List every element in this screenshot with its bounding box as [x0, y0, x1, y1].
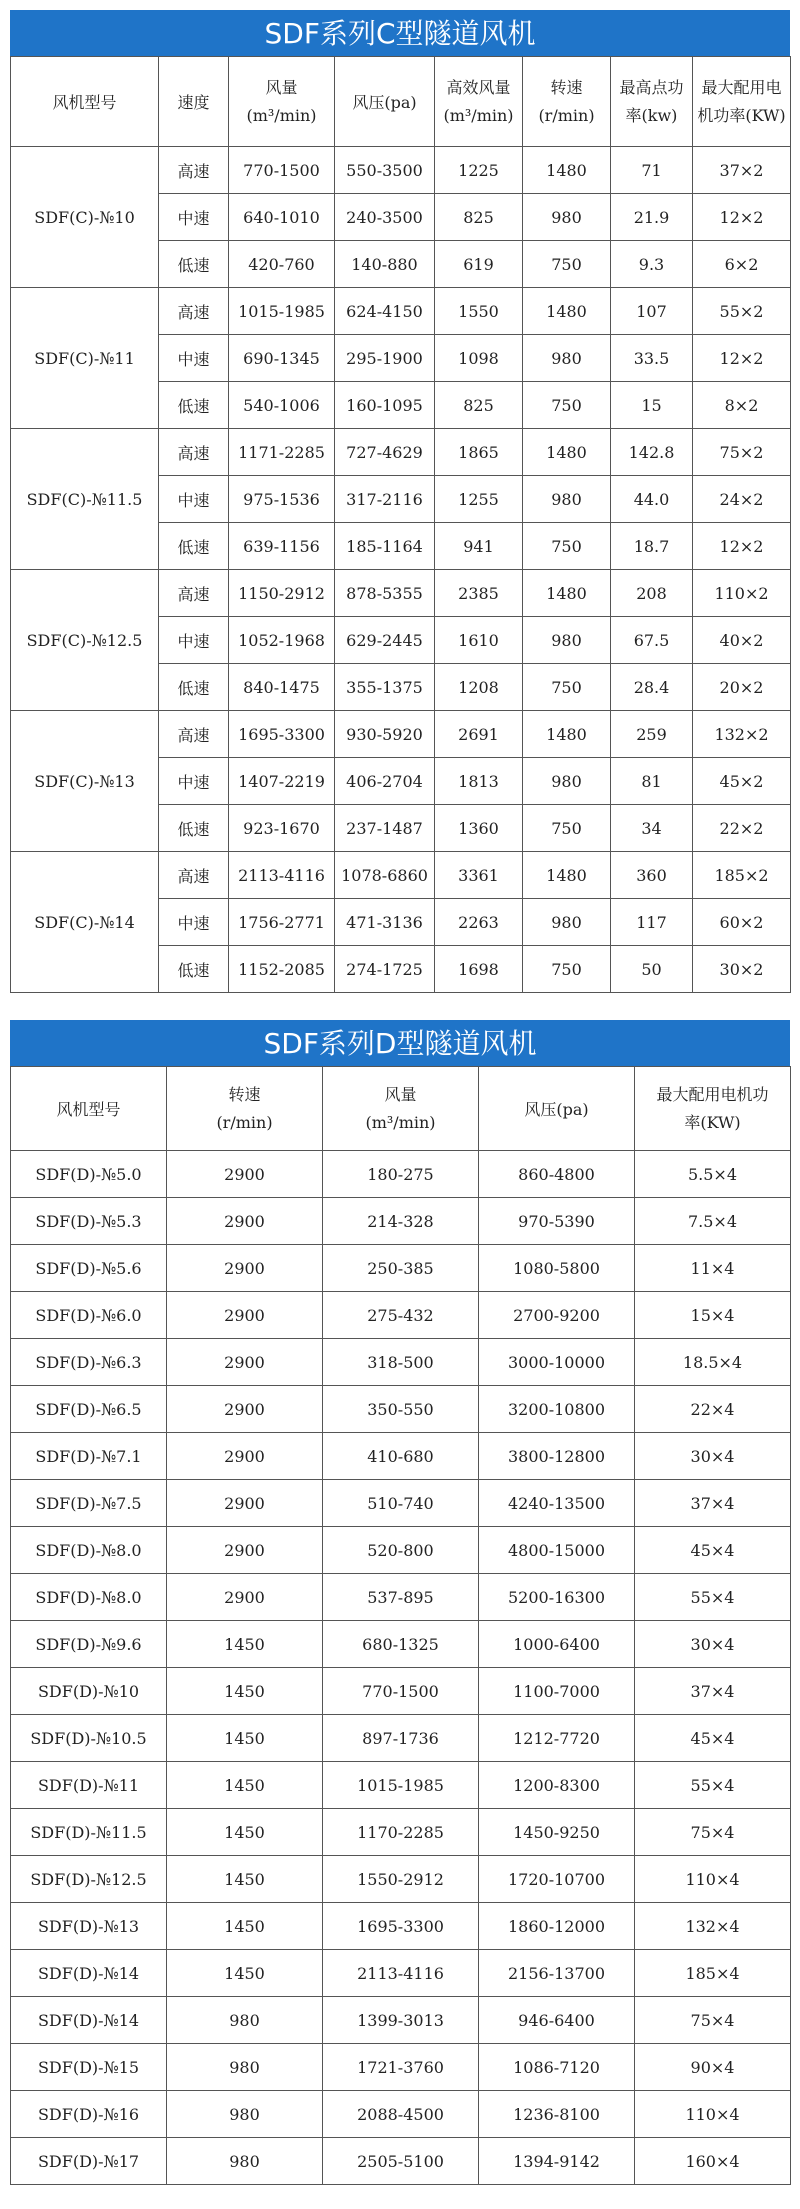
model-cell: SDF(D)-№15 — [11, 2044, 167, 2091]
airflow-cell: 1695-3300 — [323, 1903, 479, 1950]
motor-power-cell: 185×4 — [635, 1950, 791, 1997]
table-c-block — [10, 10, 790, 993]
rpm-cell: 2900 — [167, 1480, 323, 1527]
pressure-cell: 4240-13500 — [479, 1480, 635, 1527]
table-row — [11, 147, 791, 194]
header-pressure: 风压(pa) — [479, 1067, 635, 1151]
model-cell: SDF(D)-№5.6 — [11, 1245, 167, 1292]
pressure-cell: 629-2445 — [335, 617, 435, 664]
model-cell: SDF(D)-№12.5 — [11, 1856, 167, 1903]
motor-power-cell: 75×4 — [635, 1809, 791, 1856]
rpm-cell: 1450 — [167, 1668, 323, 1715]
pressure-cell: 1078-6860 — [335, 852, 435, 899]
rpm-cell: 1450 — [167, 1621, 323, 1668]
rpm-cell: 1450 — [167, 1856, 323, 1903]
model-cell: SDF(D)-№17 — [11, 2138, 167, 2185]
model-cell: SDF(D)-№14 — [11, 1950, 167, 1997]
table-row — [11, 1809, 791, 1856]
pressure-cell: 1200-8300 — [479, 1762, 635, 1809]
model-cell: SDF(D)-№6.3 — [11, 1339, 167, 1386]
rpm-cell: 750 — [523, 523, 611, 570]
motor-power-cell: 7.5×4 — [635, 1198, 791, 1245]
motor-power-cell: 37×2 — [693, 147, 791, 194]
motor-power-cell: 55×2 — [693, 288, 791, 335]
model-cell: SDF(C)-№11.5 — [11, 429, 159, 570]
airflow-cell: 1407-2219 — [229, 758, 335, 805]
pressure-cell: 274-1725 — [335, 946, 435, 993]
airflow-cell: 520-800 — [323, 1527, 479, 1574]
pressure-cell: 860-4800 — [479, 1151, 635, 1198]
header-airflow: 风量 (m³/min) — [229, 57, 335, 147]
peak-power-cell: 34 — [611, 805, 693, 852]
motor-power-cell: 15×4 — [635, 1292, 791, 1339]
peak-power-cell: 50 — [611, 946, 693, 993]
speed-cell: 中速 — [159, 194, 229, 241]
rpm-cell: 980 — [523, 476, 611, 523]
table-c-title: SDF系列C型隧道风机 — [10, 10, 790, 56]
rpm-cell: 2900 — [167, 1527, 323, 1574]
motor-power-cell: 45×4 — [635, 1715, 791, 1762]
pressure-cell: 237-1487 — [335, 805, 435, 852]
eff-airflow-cell: 825 — [435, 382, 523, 429]
motor-power-cell: 60×2 — [693, 899, 791, 946]
speed-cell: 低速 — [159, 523, 229, 570]
table-row — [11, 2138, 791, 2185]
rpm-cell: 2900 — [167, 1433, 323, 1480]
peak-power-cell: 67.5 — [611, 617, 693, 664]
peak-power-cell: 18.7 — [611, 523, 693, 570]
motor-power-cell: 132×2 — [693, 711, 791, 758]
rpm-cell: 2900 — [167, 1198, 323, 1245]
airflow-cell: 410-680 — [323, 1433, 479, 1480]
eff-airflow-cell: 825 — [435, 194, 523, 241]
airflow-cell: 420-760 — [229, 241, 335, 288]
table-row — [11, 1339, 791, 1386]
airflow-cell: 318-500 — [323, 1339, 479, 1386]
airflow-cell: 1015-1985 — [229, 288, 335, 335]
motor-power-cell: 40×2 — [693, 617, 791, 664]
model-cell: SDF(C)-№14 — [11, 852, 159, 993]
rpm-cell: 2900 — [167, 1339, 323, 1386]
table-row — [11, 1715, 791, 1762]
speed-cell: 高速 — [159, 852, 229, 899]
table-row — [11, 1762, 791, 1809]
airflow-cell: 540-1006 — [229, 382, 335, 429]
pressure-cell: 550-3500 — [335, 147, 435, 194]
table-row — [11, 1245, 791, 1292]
pressure-cell: 240-3500 — [335, 194, 435, 241]
rpm-cell: 1480 — [523, 711, 611, 758]
airflow-cell: 1695-3300 — [229, 711, 335, 758]
model-cell: SDF(D)-№11 — [11, 1762, 167, 1809]
motor-power-cell: 110×2 — [693, 570, 791, 617]
motor-power-cell: 160×4 — [635, 2138, 791, 2185]
table-row — [11, 288, 791, 335]
speed-cell: 低速 — [159, 664, 229, 711]
airflow-cell: 1550-2912 — [323, 1856, 479, 1903]
header-eff-airflow: 高效风量 (m³/min) — [435, 57, 523, 147]
eff-airflow-cell: 2263 — [435, 899, 523, 946]
eff-airflow-cell: 1698 — [435, 946, 523, 993]
table-row — [11, 1574, 791, 1621]
peak-power-cell: 15 — [611, 382, 693, 429]
pressure-cell: 295-1900 — [335, 335, 435, 382]
motor-power-cell: 75×4 — [635, 1997, 791, 2044]
pressure-cell: 1720-10700 — [479, 1856, 635, 1903]
rpm-cell: 750 — [523, 946, 611, 993]
pressure-cell: 1086-7120 — [479, 2044, 635, 2091]
pressure-cell: 2700-9200 — [479, 1292, 635, 1339]
eff-airflow-cell: 2691 — [435, 711, 523, 758]
motor-power-cell: 37×4 — [635, 1480, 791, 1527]
table-row — [11, 1198, 791, 1245]
motor-power-cell: 22×2 — [693, 805, 791, 852]
eff-airflow-cell: 1208 — [435, 664, 523, 711]
model-cell: SDF(C)-№10 — [11, 147, 159, 288]
table-d-block — [10, 1020, 790, 2185]
rpm-cell: 1450 — [167, 1809, 323, 1856]
speed-cell: 高速 — [159, 147, 229, 194]
airflow-cell: 180-275 — [323, 1151, 479, 1198]
motor-power-cell: 75×2 — [693, 429, 791, 476]
airflow-cell: 2505-5100 — [323, 2138, 479, 2185]
pressure-cell: 317-2116 — [335, 476, 435, 523]
peak-power-cell: 9.3 — [611, 241, 693, 288]
table-row — [11, 1856, 791, 1903]
pressure-cell: 471-3136 — [335, 899, 435, 946]
model-cell: SDF(D)-№6.0 — [11, 1292, 167, 1339]
airflow-cell: 770-1500 — [229, 147, 335, 194]
rpm-cell: 2900 — [167, 1245, 323, 1292]
airflow-cell: 275-432 — [323, 1292, 479, 1339]
airflow-cell: 2113-4116 — [323, 1950, 479, 1997]
pressure-cell: 624-4150 — [335, 288, 435, 335]
pressure-cell: 2156-13700 — [479, 1950, 635, 1997]
airflow-cell: 680-1325 — [323, 1621, 479, 1668]
eff-airflow-cell: 1813 — [435, 758, 523, 805]
peak-power-cell: 360 — [611, 852, 693, 899]
pressure-cell: 1236-8100 — [479, 2091, 635, 2138]
motor-power-cell: 18.5×4 — [635, 1339, 791, 1386]
motor-power-cell: 30×4 — [635, 1433, 791, 1480]
motor-power-cell: 110×4 — [635, 2091, 791, 2138]
rpm-cell: 1480 — [523, 429, 611, 476]
airflow-cell: 1150-2912 — [229, 570, 335, 617]
table-row — [11, 2091, 791, 2138]
pressure-cell: 930-5920 — [335, 711, 435, 758]
eff-airflow-cell: 1255 — [435, 476, 523, 523]
model-cell: SDF(D)-№6.5 — [11, 1386, 167, 1433]
airflow-cell: 690-1345 — [229, 335, 335, 382]
motor-power-cell: 8×2 — [693, 382, 791, 429]
motor-power-cell: 20×2 — [693, 664, 791, 711]
speed-cell: 低速 — [159, 382, 229, 429]
rpm-cell: 750 — [523, 241, 611, 288]
airflow-cell: 537-895 — [323, 1574, 479, 1621]
peak-power-cell: 71 — [611, 147, 693, 194]
peak-power-cell: 208 — [611, 570, 693, 617]
table-row — [11, 1151, 791, 1198]
speed-cell: 高速 — [159, 711, 229, 758]
table-row — [11, 1527, 791, 1574]
speed-cell: 中速 — [159, 476, 229, 523]
model-cell: SDF(D)-№9.6 — [11, 1621, 167, 1668]
model-cell: SDF(D)-№8.0 — [11, 1527, 167, 1574]
rpm-cell: 980 — [167, 2091, 323, 2138]
rpm-cell: 750 — [523, 664, 611, 711]
airflow-cell: 250-385 — [323, 1245, 479, 1292]
table-row — [11, 1433, 791, 1480]
motor-power-cell: 30×4 — [635, 1621, 791, 1668]
airflow-cell: 1170-2285 — [323, 1809, 479, 1856]
pressure-cell: 140-880 — [335, 241, 435, 288]
eff-airflow-cell: 1550 — [435, 288, 523, 335]
motor-power-cell: 45×2 — [693, 758, 791, 805]
table-row — [11, 429, 791, 476]
model-cell: SDF(D)-№8.0 — [11, 1574, 167, 1621]
rpm-cell: 2900 — [167, 1386, 323, 1433]
pressure-cell: 3000-10000 — [479, 1339, 635, 1386]
header-motor-power: 最大配用电 机功率(KW) — [693, 57, 791, 147]
rpm-cell: 980 — [523, 194, 611, 241]
pressure-cell: 1450-9250 — [479, 1809, 635, 1856]
rpm-cell: 980 — [167, 2138, 323, 2185]
table-row — [11, 711, 791, 758]
rpm-cell: 980 — [523, 899, 611, 946]
model-cell: SDF(D)-№14 — [11, 1997, 167, 2044]
model-cell: SDF(C)-№13 — [11, 711, 159, 852]
eff-airflow-cell: 1225 — [435, 147, 523, 194]
eff-airflow-cell: 3361 — [435, 852, 523, 899]
table-row — [11, 1621, 791, 1668]
header-peak-power: 最高点功 率(kw) — [611, 57, 693, 147]
header-rpm: 转速 (r/min) — [523, 57, 611, 147]
motor-power-cell: 90×4 — [635, 2044, 791, 2091]
header-airflow: 风量 (m³/min) — [323, 1067, 479, 1151]
pressure-cell: 1212-7720 — [479, 1715, 635, 1762]
rpm-cell: 980 — [167, 1997, 323, 2044]
rpm-cell: 980 — [523, 758, 611, 805]
peak-power-cell: 117 — [611, 899, 693, 946]
eff-airflow-cell: 1098 — [435, 335, 523, 382]
airflow-cell: 1399-3013 — [323, 1997, 479, 2044]
pressure-cell: 4800-15000 — [479, 1527, 635, 1574]
pressure-cell: 727-4629 — [335, 429, 435, 476]
rpm-cell: 1480 — [523, 288, 611, 335]
model-cell: SDF(D)-№16 — [11, 2091, 167, 2138]
airflow-cell: 214-328 — [323, 1198, 479, 1245]
table-row — [11, 2044, 791, 2091]
pressure-cell: 185-1164 — [335, 523, 435, 570]
eff-airflow-cell: 1610 — [435, 617, 523, 664]
peak-power-cell: 33.5 — [611, 335, 693, 382]
pressure-cell: 1080-5800 — [479, 1245, 635, 1292]
airflow-cell: 923-1670 — [229, 805, 335, 852]
peak-power-cell: 107 — [611, 288, 693, 335]
rpm-cell: 980 — [167, 2044, 323, 2091]
table-row — [11, 1386, 791, 1433]
rpm-cell: 1450 — [167, 1715, 323, 1762]
airflow-cell: 2113-4116 — [229, 852, 335, 899]
airflow-cell: 770-1500 — [323, 1668, 479, 1715]
airflow-cell: 1152-2085 — [229, 946, 335, 993]
eff-airflow-cell: 1360 — [435, 805, 523, 852]
table-row — [11, 1903, 791, 1950]
peak-power-cell: 142.8 — [611, 429, 693, 476]
airflow-cell: 975-1536 — [229, 476, 335, 523]
motor-power-cell: 110×4 — [635, 1856, 791, 1903]
airflow-cell: 1171-2285 — [229, 429, 335, 476]
model-cell: SDF(D)-№10 — [11, 1668, 167, 1715]
pressure-cell: 1000-6400 — [479, 1621, 635, 1668]
eff-airflow-cell: 2385 — [435, 570, 523, 617]
header-speed: 速度 — [159, 57, 229, 147]
eff-airflow-cell: 1865 — [435, 429, 523, 476]
model-cell: SDF(D)-№7.5 — [11, 1480, 167, 1527]
airflow-cell: 840-1475 — [229, 664, 335, 711]
speed-cell: 低速 — [159, 241, 229, 288]
airflow-cell: 1052-1968 — [229, 617, 335, 664]
motor-power-cell: 30×2 — [693, 946, 791, 993]
header-pressure: 风压(pa) — [335, 57, 435, 147]
pressure-cell: 5200-16300 — [479, 1574, 635, 1621]
airflow-cell: 640-1010 — [229, 194, 335, 241]
speed-cell: 高速 — [159, 429, 229, 476]
peak-power-cell: 21.9 — [611, 194, 693, 241]
motor-power-cell: 185×2 — [693, 852, 791, 899]
pressure-cell: 406-2704 — [335, 758, 435, 805]
motor-power-cell: 37×4 — [635, 1668, 791, 1715]
airflow-cell: 2088-4500 — [323, 2091, 479, 2138]
airflow-cell: 1756-2771 — [229, 899, 335, 946]
header-rpm: 转速 (r/min) — [167, 1067, 323, 1151]
table-c-body — [11, 147, 791, 993]
table-row — [11, 1668, 791, 1715]
table-c — [10, 56, 791, 993]
rpm-cell: 2900 — [167, 1292, 323, 1339]
model-cell: SDF(C)-№11 — [11, 288, 159, 429]
peak-power-cell: 81 — [611, 758, 693, 805]
motor-power-cell: 12×2 — [693, 335, 791, 382]
airflow-cell: 510-740 — [323, 1480, 479, 1527]
table-row — [11, 1997, 791, 2044]
peak-power-cell: 44.0 — [611, 476, 693, 523]
peak-power-cell: 28.4 — [611, 664, 693, 711]
motor-power-cell: 22×4 — [635, 1386, 791, 1433]
pressure-cell: 355-1375 — [335, 664, 435, 711]
motor-power-cell: 12×2 — [693, 523, 791, 570]
table-row — [11, 1480, 791, 1527]
motor-power-cell: 55×4 — [635, 1574, 791, 1621]
pressure-cell: 160-1095 — [335, 382, 435, 429]
airflow-cell: 1015-1985 — [323, 1762, 479, 1809]
model-cell: SDF(D)-№7.1 — [11, 1433, 167, 1480]
eff-airflow-cell: 619 — [435, 241, 523, 288]
header-model: 风机型号 — [11, 57, 159, 147]
pressure-cell: 878-5355 — [335, 570, 435, 617]
speed-cell: 低速 — [159, 805, 229, 852]
motor-power-cell: 5.5×4 — [635, 1151, 791, 1198]
motor-power-cell: 132×4 — [635, 1903, 791, 1950]
motor-power-cell: 6×2 — [693, 241, 791, 288]
model-cell: SDF(C)-№12.5 — [11, 570, 159, 711]
model-cell: SDF(D)-№13 — [11, 1903, 167, 1950]
rpm-cell: 1480 — [523, 147, 611, 194]
rpm-cell: 1450 — [167, 1903, 323, 1950]
rpm-cell: 2900 — [167, 1151, 323, 1198]
model-cell: SDF(D)-№11.5 — [11, 1809, 167, 1856]
speed-cell: 低速 — [159, 946, 229, 993]
model-cell: SDF(D)-№5.0 — [11, 1151, 167, 1198]
speed-cell: 中速 — [159, 899, 229, 946]
airflow-cell: 350-550 — [323, 1386, 479, 1433]
table-row — [11, 1950, 791, 1997]
pressure-cell: 1100-7000 — [479, 1668, 635, 1715]
motor-power-cell: 11×4 — [635, 1245, 791, 1292]
peak-power-cell: 259 — [611, 711, 693, 758]
airflow-cell: 1721-3760 — [323, 2044, 479, 2091]
eff-airflow-cell: 941 — [435, 523, 523, 570]
speed-cell: 高速 — [159, 570, 229, 617]
rpm-cell: 980 — [523, 335, 611, 382]
airflow-cell: 639-1156 — [229, 523, 335, 570]
speed-cell: 中速 — [159, 335, 229, 382]
motor-power-cell: 12×2 — [693, 194, 791, 241]
rpm-cell: 750 — [523, 382, 611, 429]
table-d-title: SDF系列D型隧道风机 — [10, 1020, 790, 1066]
rpm-cell: 750 — [523, 805, 611, 852]
rpm-cell: 1480 — [523, 852, 611, 899]
rpm-cell: 980 — [523, 617, 611, 664]
pressure-cell: 1394-9142 — [479, 2138, 635, 2185]
pressure-cell: 3200-10800 — [479, 1386, 635, 1433]
table-d-body — [11, 1151, 791, 2185]
pressure-cell: 3800-12800 — [479, 1433, 635, 1480]
speed-cell: 中速 — [159, 617, 229, 664]
motor-power-cell: 55×4 — [635, 1762, 791, 1809]
speed-cell: 中速 — [159, 758, 229, 805]
rpm-cell: 1450 — [167, 1762, 323, 1809]
header-motor-power: 最大配用电机功 率(KW) — [635, 1067, 791, 1151]
rpm-cell: 1480 — [523, 570, 611, 617]
airflow-cell: 897-1736 — [323, 1715, 479, 1762]
pressure-cell: 946-6400 — [479, 1997, 635, 2044]
motor-power-cell: 45×4 — [635, 1527, 791, 1574]
table-d — [10, 1066, 791, 2185]
model-cell: SDF(D)-№10.5 — [11, 1715, 167, 1762]
pressure-cell: 1860-12000 — [479, 1903, 635, 1950]
rpm-cell: 1450 — [167, 1950, 323, 1997]
rpm-cell: 2900 — [167, 1574, 323, 1621]
table-row — [11, 570, 791, 617]
table-row — [11, 852, 791, 899]
table-row — [11, 1292, 791, 1339]
speed-cell: 高速 — [159, 288, 229, 335]
header-model: 风机型号 — [11, 1067, 167, 1151]
model-cell: SDF(D)-№5.3 — [11, 1198, 167, 1245]
pressure-cell: 970-5390 — [479, 1198, 635, 1245]
motor-power-cell: 24×2 — [693, 476, 791, 523]
